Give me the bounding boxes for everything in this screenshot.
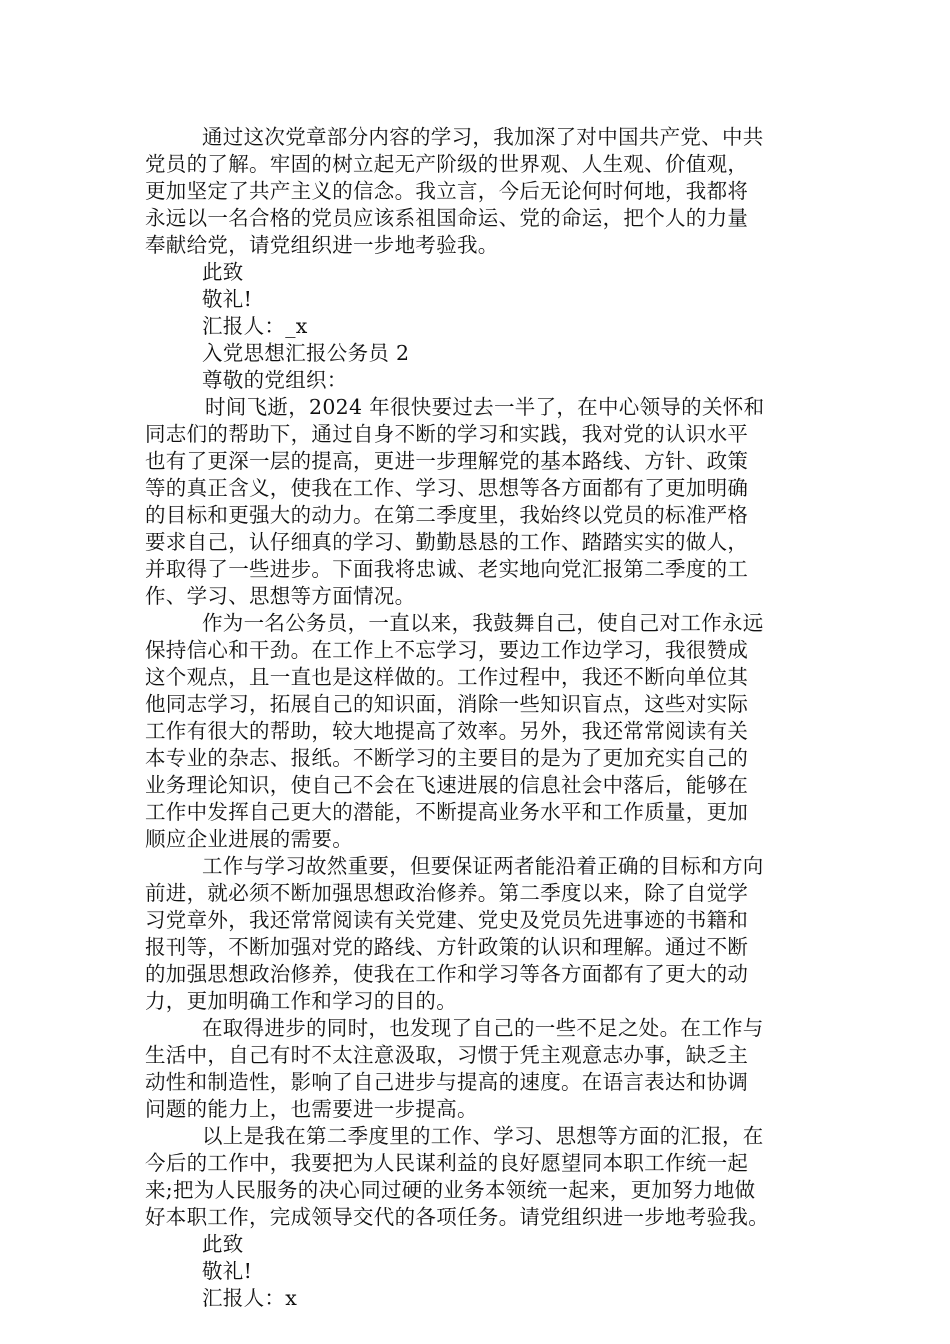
document-body: [145, 124, 809, 1312]
text-line: 此致: [202, 260, 244, 284]
text-line: 前进，就必须不断加强思想政治修养。第二季度以来，除了自觉学: [145, 881, 749, 905]
text-line: 的目标和更强大的动力。在第二季度里，我始终以党员的标准严格: [145, 503, 749, 527]
text-line: 保持信心和干劲。在工作上不忘学习，要边工作边学习，我很赞成: [145, 638, 749, 662]
text-line: 来;把为人民服务的决心同过硬的业务本领统一起来，更加努力地做: [145, 1178, 756, 1202]
text-line: 更加坚定了共产主义的信念。我立言，今后无论何时何地，我都将: [145, 179, 749, 203]
text-line: 业务理论知识，使自己不会在飞速进展的信息社会中落后，能够在: [145, 773, 749, 797]
text-line: 工作有很大的帮助，较大地提高了效率。另外，我还常常阅读有关: [145, 719, 749, 743]
text-line: 工作中发挥自己更大的潜能，不断提高业务水平和工作质量，更加: [145, 800, 749, 824]
text-line: 奉献给党，请党组织进一步地考验我。: [145, 233, 499, 257]
text-line: 力，更加明确工作和学习的目的。: [145, 989, 457, 1013]
text-line: 报刊等，不断加强对党的路线、方针政策的认识和理解。通过不断: [145, 935, 749, 959]
text-line: 好本职工作，完成领导交代的各项任务。请党组织进一步地考验我。: [145, 1205, 769, 1229]
text-line: 他同志学习，拓展自己的知识面，消除一些知识盲点，这些对实际: [145, 692, 749, 716]
text-line: 生活中，自己有时不太注意汲取，习惯于凭主观意志办事，缺乏主: [145, 1043, 749, 1067]
text-line: 作为一名公务员，一直以来，我鼓舞自己，使自己对工作永远: [202, 611, 764, 635]
text-line: 也有了更深一层的提高，更进一步理解党的基本路线、方针、政策: [145, 449, 749, 473]
text-line: 尊敬的党组织：: [202, 368, 348, 392]
text-line: 并取得了一些进步。下面我将忠诚、老实地向党汇报第二季度的工: [145, 557, 749, 581]
text-line: 问题的能力上，也需要进一步提高。: [145, 1097, 478, 1121]
text-line: 的加强思想政治修养，使我在工作和学习等各方面都有了更大的动: [145, 962, 749, 986]
text-line: 作、学习、思想等方面情况。: [145, 584, 416, 608]
text-line: 习党章外，我还常常阅读有关党建、党史及党员先进事迹的书籍和: [145, 908, 749, 932]
text-line: 在取得进步的同时，也发现了自己的一些不足之处。在工作与: [202, 1016, 764, 1040]
text-line: 敬礼!: [202, 1259, 253, 1283]
text-line: 汇报人：_x: [202, 314, 308, 338]
text-line: 通过这次党章部分内容的学习，我加深了对中国共产党、中共: [202, 125, 764, 149]
text-line: 永远以一名合格的党员应该系祖国命运、党的命运，把个人的力量: [145, 206, 749, 230]
text-line: 以上是我在第二季度里的工作、学习、思想等方面的汇报，在: [202, 1124, 764, 1148]
text-line: 此致: [202, 1232, 244, 1256]
text-line: 等的真正含义，使我在工作、学习、思想等各方面都有了更加明确: [145, 476, 749, 500]
text-line: 这个观点，且一直也是这样做的。工作过程中，我还不断向单位其: [145, 665, 749, 689]
text-line: 敬礼!: [202, 287, 253, 311]
text-line: 党员的了解。牢固的树立起无产阶级的世界观、人生观、价值观，: [145, 152, 749, 176]
text-line: 汇报人：x: [202, 1286, 298, 1310]
text-line: 动性和制造性，影响了自己进步与提高的速度。在语言表达和协调: [145, 1070, 749, 1094]
text-line: 时间飞逝，2024 年很快要过去一半了，在中心领导的关怀和: [205, 395, 765, 419]
text-line: 要求自己，认仔细真的学习、勤勤恳恳的工作、踏踏实实的做人，: [145, 530, 749, 554]
text-line: 顺应企业进展的需要。: [145, 827, 353, 851]
text-line: 今后的工作中，我要把为人民谋利益的良好愿望同本职工作统一起: [145, 1151, 749, 1175]
text-line: 同志们的帮助下，通过自身不断的学习和实践，我对党的认识水平: [145, 422, 749, 446]
text-line: 本专业的杂志、报纸。不断学习的主要目的是为了更加充实自己的: [145, 746, 749, 770]
text-line: 工作与学习故然重要，但要保证两者能沿着正确的目标和方向: [202, 854, 764, 878]
text-line: 入党思想汇报公务员 2: [202, 341, 410, 365]
